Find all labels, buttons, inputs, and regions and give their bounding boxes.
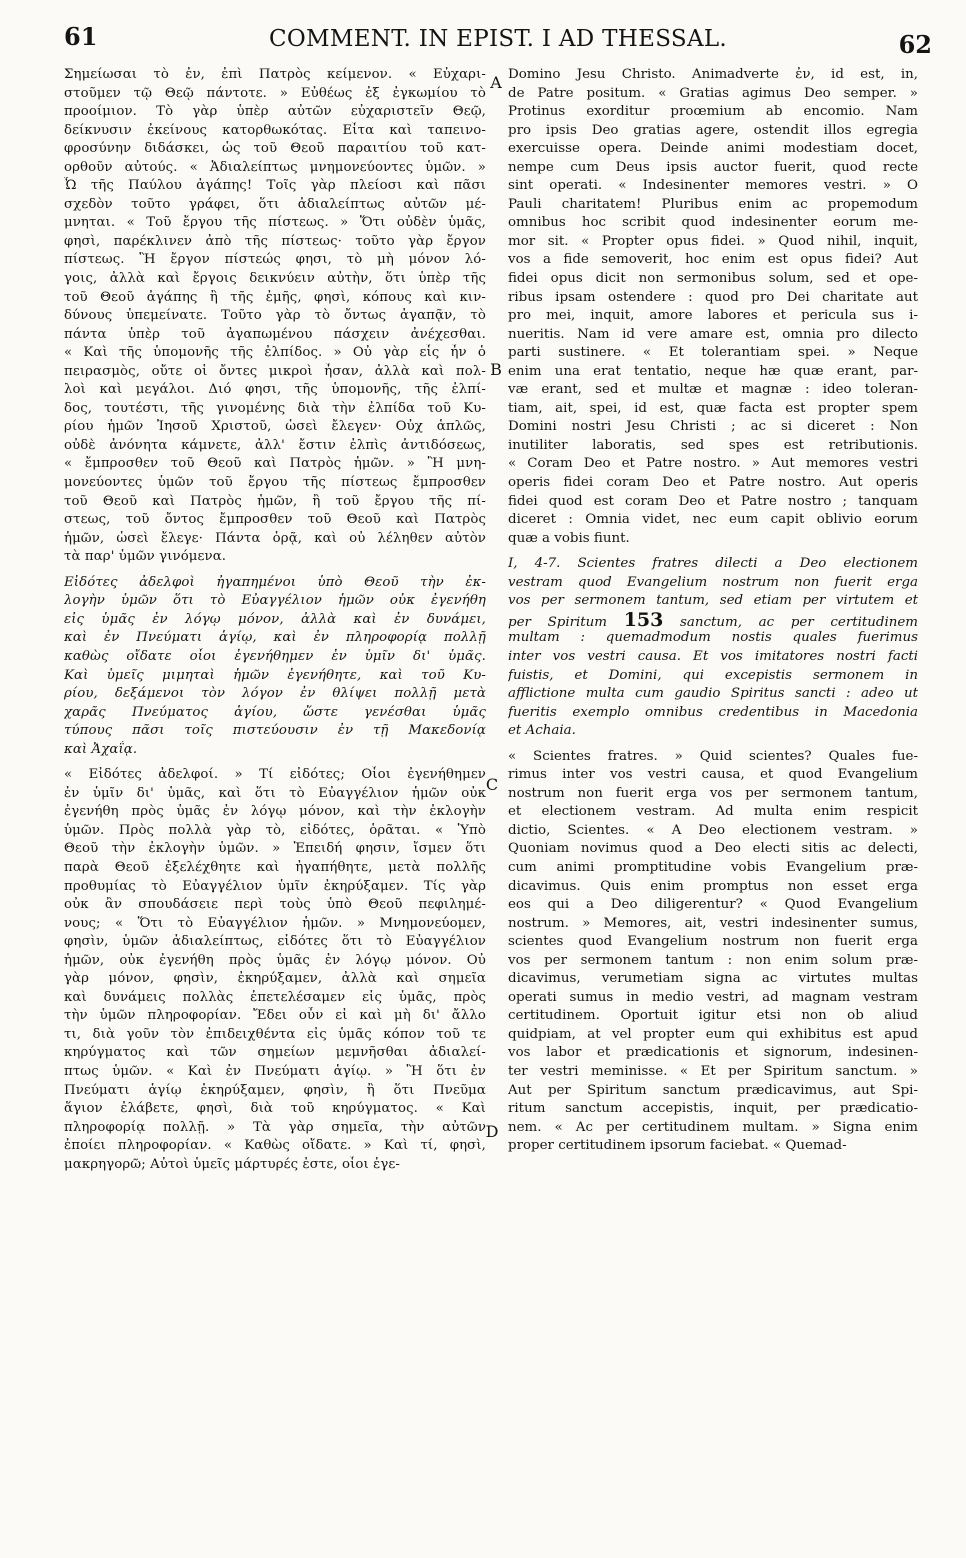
text-line: væ erant, sed et multæ et magnæ : ideo toleran-: [508, 382, 918, 398]
text-line: enim una erat tentatio, neque hæ quæ erant, par-: [508, 363, 918, 379]
text-line: et Achaia.: [508, 723, 576, 739]
text-line: fidei opus dicit non sermonibus solum, sed et ope-: [508, 271, 918, 287]
text-line: δος, τουτέστι, τῆς γινομένης διὰ τὴν ἐλπίδα τοῦ Κυ-: [64, 400, 486, 416]
text-line: exercuisse opera. Deinde animi modestiam docet,: [508, 141, 918, 157]
text-line: de Patre positum. « Gratias agimus Deo semper. »: [508, 85, 918, 101]
text-line: fueritis exemplo omnibus credentibus in Macedonia: [508, 704, 918, 720]
text-line: μνηται. « Τοῦ ἔργου τῆς πίστεως. » Ὅτι οὐδὲν ὑμᾶς,: [64, 215, 486, 231]
text-line: nostrum non fuerit erga vos per sermonem tantum,: [508, 785, 918, 801]
text-line: ribus ipsam ostendere : quod pro Dei charitate aut: [508, 289, 918, 305]
text-line: τὰ παρ' ὑμῶν γινόμενα.: [64, 549, 227, 565]
text-line: operati sumus in medio vestri, ad magnam vestram: [508, 989, 918, 1005]
text-line: Quoniam novimus quod a Deo electi sitis ac delecti,: [508, 841, 918, 857]
text-line: χαρᾶς Πνεύματος ἁγίου, ὥστε γενέσθαι ὑμᾶς: [64, 704, 486, 720]
text-line: φησὶν, ὑμῶν ἀδιαλείπτως, εἰδότες ὅτι τὸ Εὐαγγέλιον: [64, 934, 486, 950]
text-line: fuistis, et Domini, qui excepistis sermonem in: [508, 667, 918, 683]
text-line: « Καὶ τῆς ὑπομονῆς τῆς ἐλπίδος. » Οὐ γὰρ εἷς ἦν ὁ: [64, 345, 486, 361]
text-line: ρίου ἡμῶν Ἰησοῦ Χριστοῦ, ὡσεὶ ἔλεγεν· Οὐχ ἁπλῶς,: [64, 419, 486, 435]
text-line: « ἔμπροσθεν τοῦ Θεοῦ καὶ Πατρὸς ἡμῶν. » Ἢ μνη-: [64, 456, 486, 472]
text-line: eos qui a Deo diligerentur? « Quod Evangelium: [508, 897, 918, 913]
text-line: ἅγιον ἐλάβετε, φησὶ, διὰ τοῦ κηρύγματος. « Καὶ: [64, 1101, 486, 1117]
text-line: νους; « Ὅτι τὸ Εὐαγγέλιον ἡμῶν. » Μνημονεύομεν,: [64, 915, 486, 931]
text-line: καὶ Ἀχαΐᾳ.: [64, 741, 138, 757]
text-line: inutiliter laboratis, sed spes est retributionis.: [508, 437, 918, 453]
text-line: nostrum. » Memores, ait, vestri indesinenter sumus,: [508, 915, 918, 931]
text-line: λογὴν ὑμῶν ὅτι τὸ Εὐαγγέλιον ἡμῶν οὐκ ἐγενήθη: [64, 593, 486, 609]
text-line: ορθοῦν αὐτούς. « Ἀδιαλείπτως μνημονεύοντες ὑμῶν. »: [64, 159, 486, 175]
text-line: τοῦ Θεοῦ καὶ Πατρὸς ἡμῶν, ἢ τοῦ ἔργου τῆς πί-: [64, 493, 486, 509]
text-line: ἐγενήθη πρὸς ὑμᾶς ἐν λόγῳ μόνον, καὶ τὴν ἐκλογὴν: [64, 804, 486, 820]
page-header: [64, 22, 932, 62]
text-line: tiam, ait, spei, id est, quæ facta est propter spem: [508, 400, 918, 416]
text-line: ὑμῶν. Πρὸς πολλὰ γὰρ τὸ, εἰδότες, ὁρᾶται. « Ὑπὸ: [64, 822, 486, 838]
text-line: « Εἰδότες ἀδελφοί. » Τί εἰδότες; Οἷοι ἐγενήθημεν: [64, 767, 486, 783]
text-line: ρίου, δεξάμενοι τὸν λόγον ἐν θλίψει πολλῇ μετὰ: [64, 686, 486, 702]
text-line: Σημείωσαι τὸ ἐν, ἐπὶ Πατρὸς κείμενον. « Εὐχαρι-: [64, 67, 486, 82]
text-line: scientes quod Evangelium nostrum non fuerit erga: [508, 934, 918, 950]
text-line: pro ipsis Deo gratias agere, ostendit illos egregia: [508, 122, 918, 138]
text-line: καὶ ἐν Πνεύματι ἁγίῳ, καὶ ἐν πληροφορίᾳ πολλῇ: [64, 630, 486, 646]
text-line: πληροφορίᾳ πολλῇ. » Τὰ γὰρ σημεῖα, τὴν αὐτῶν: [64, 1119, 486, 1135]
text-line: λοὶ καὶ μεγάλοι. Διό φησι, τῆς ὑπομονῆς, τῆς ἐλπί-: [64, 382, 486, 398]
text-line: fidei quod est coram Deo et Patre nostro ; tanquam: [508, 493, 918, 509]
text-line: Εἰδότες ἀδελφοὶ ἠγαπημένοι ὑπὸ Θεοῦ τὴν ἐκ-: [64, 574, 486, 590]
text-line: προοίμιον. Τὸ γὰρ ὑπὲρ αὐτῶν εὐχαριστεῖν Θεῷ,: [64, 104, 486, 120]
text-line: ter vestri meminisse. « Et per Spiritum sanctum. »: [508, 1063, 918, 1079]
text-line: pro mei, inquit, amore labores et pericula sus i-: [508, 308, 918, 324]
text-line: δείκνυσιν ἐκείνους κατορθωκότας. Εἶτα καὶ ταπεινο-: [64, 122, 486, 138]
text-line: et electionem vestram. Ad multa enim respicit: [508, 804, 918, 820]
text-line: multam : quemadmodum nostis quales fuerimus: [508, 630, 918, 646]
text-line: γοις, ἀλλὰ καὶ ἔργοις δεικνύειν αὐτὴν, ὅτι ὑπὲρ τῆς: [64, 271, 486, 287]
text-line: certitudinem. Oportuit igitur etsi non ob aliud: [508, 1008, 918, 1024]
section-marker-d: D: [485, 1122, 499, 1141]
text-line: ἡμῶν, ὡσεὶ ἔλεγε· Πάντα ὁρᾷ, καὶ οὐ λέληθεν αὐτὸν: [64, 530, 486, 546]
text-line: φροσύνην διδάσκει, ὡς τοῦ Θεοῦ παραιτίου τοῦ κατ-: [64, 141, 486, 157]
text-line: ἐν ὑμῖν δι' ὑμᾶς, καὶ ὅτι τὸ Εὐαγγέλιον ἡμῶν οὐκ: [64, 785, 486, 801]
section-marker-c: C: [485, 775, 499, 794]
text-line: Domini nostri Jesu Christi ; ac si diceret : Non: [508, 419, 918, 435]
text-line: πτως ὑμῶν. « Καὶ ἐν Πνεύματι ἁγίῳ. » Ἢ ὅτι ἐν: [64, 1063, 486, 1079]
text-line: Καὶ ὑμεῖς μιμηταὶ ἡμῶν ἐγενήθητε, καὶ τοῦ Κυ-: [64, 667, 486, 683]
text-line: στεως, τοῦ ὄντος ἔμπροσθεν τοῦ Θεοῦ καὶ Πατρὸς: [64, 512, 486, 528]
text-line: sint operati. « Indesinenter memores vestri. » O: [508, 178, 918, 194]
text-line: πάντα ὑπὲρ τοῦ ἀγαπωμένου πάσχειν ἀνέχεσθαι.: [64, 326, 486, 342]
text-line: nem. « Ac per certitudinem multam. » Signa enim: [508, 1119, 918, 1135]
text-line: τὴν ὑμῶν πληροφορίαν. Ἔδει οὖν εἰ καὶ μὴ δι' ἄλλο: [64, 1008, 486, 1024]
text-line: κηρύγματος καὶ τῶν σημείων μεμνῆσθαι ἀδιαλεί-: [64, 1045, 486, 1061]
text-line: γὰρ μόνον, φησὶν, ἐκηρύξαμεν, ἀλλὰ καὶ σημεῖα: [64, 971, 486, 987]
text-line: τι, διὰ γοῦν τὸν ἐπιδειχθέντα εἰς ὑμᾶς κόπον τοῦ τε: [64, 1026, 486, 1042]
text-line: ἐποίει πληροφορίαν. « Καθὼς οἴδατε. » Καὶ τί, φησὶ,: [64, 1138, 486, 1154]
text-line: προθυμίας τὸ Εὐαγγέλιον ὑμῖν ἐκηρύξαμεν. Τίς γὰρ: [64, 878, 486, 894]
text-line: vos a fide semoverit, hoc enim est opus fidei? Aut: [508, 252, 918, 268]
greek-scripture-text: [64, 574, 486, 759]
text-line: Πνεύματι ἁγίῳ ἐκηρύξαμεν, φησὶν, ἢ ὅτι Πνεῦμα: [64, 1082, 486, 1098]
text-line: proper certitudinem ipsorum faciebat. « Quemad-: [508, 1138, 847, 1154]
text-line: Domino Jesu Christo. Animadverte ἐν, id est, in,: [508, 67, 918, 82]
text-segment: sanctum, ac per certitudinem: [680, 614, 918, 630]
text-line: τοῦ Θεοῦ ἀγάπης ἢ τῆς ἐμῆς, φησὶ, κόπους καὶ κιν-: [64, 289, 486, 305]
running-head: COMMENT. IN EPIST. I AD THESSAL.: [268, 26, 728, 52]
greek-column: [64, 66, 486, 1174]
text-line: πειρασμὸς, οὔτε οἱ ὄντες μικροὶ ἦσαν, ἀλλὰ καὶ πολ-: [64, 363, 486, 379]
text-line: σχεδὸν τοῦτο γράφει, ὅτι ἀδιαλείπτως αὐτῶν μέ-: [64, 196, 486, 212]
text-line: ἡμῶν, οὐκ ἐγενήθη πρὸς ὑμᾶς ἐν λόγῳ μόνον. Οὐ: [64, 952, 486, 968]
text-line: Protinus exorditur proœmium ab encomio. Nam: [508, 104, 918, 120]
text-line: Θεοῦ τὴν ἐκλογὴν ὑμῶν. » Ἐπειδή φησιν, ἴσμεν ὅτι: [64, 841, 486, 857]
column-number: 153: [623, 610, 664, 630]
text-line: rimus inter vos vestri causa, et quod Evangelium: [508, 767, 918, 783]
text-line: nempe cum Deus ipsis auctor fuerit, quod recte: [508, 159, 918, 175]
text-line: Ὦ τῆς Παύλου ἀγάπης! Τοῖς γὰρ πλείοσι καὶ πᾶσι: [64, 178, 486, 194]
text-line: vos labor et prædicationis et signorum, indesinen-: [508, 1045, 918, 1061]
text-line: δύνους ὑπεμείνατε. Τοῦτο γὰρ τὸ ὄντως ἀγαπᾷν, τὸ: [64, 308, 486, 324]
text-line: καθὼς οἴδατε οἷοι ἐγενήθημεν ἐν ὑμῖν δι' ὑμᾶς.: [64, 648, 486, 664]
text-line: afflictione multa cum gaudio Spiritus sancti : adeo ut: [508, 686, 918, 702]
text-line: diceret : Omnia videt, nec eum capit oblivio eorum: [508, 512, 918, 528]
text-line: I, 4-7. Scientes fratres dilecti a Deo electionem: [508, 556, 918, 572]
greek-commentary-2: [64, 766, 486, 1174]
text-line: ritum sanctum accepistis, inquit, per prædicatio-: [508, 1101, 918, 1117]
text-line: οὐκ ἂν σπουδάσειε περὶ τοὺς ὑπὸ Θεοῦ πεφιλημέ-: [64, 897, 486, 913]
text-line: vestram quod Evangelium nostrum non fuerit erga: [508, 574, 918, 590]
text-segment: per Spiritum: [508, 614, 607, 630]
text-line: στοῦμεν τῷ Θεῷ πάντοτε. » Εὐθέως ἐξ ἐγκωμίου τὸ: [64, 85, 486, 101]
text-line: nueritis. Nam id vere amare est, omnia pro dilecto: [508, 326, 918, 342]
text-line: μονεύοντες ὑμῶν τοῦ ἔργου τῆς πίστεως ἔμπροσθεν: [64, 475, 486, 491]
text-line: quidpiam, at vel propter eum qui exhibitus est apud: [508, 1026, 918, 1042]
text-line: operis fidei coram Deo et Patre nostro. Aut operis: [508, 475, 918, 491]
text-line: μακρηγορῶ; Αὐτοὶ ὑμεῖς μάρτυρές ἐστε, οἷοι ἐγε-: [64, 1156, 401, 1172]
text-line: τύπους πᾶσι τοῖς πιστεύουσιν ἐν τῇ Μακεδονίᾳ: [64, 723, 486, 739]
text-line: πίστεως. Ἢ ἔργον πίστεώς φησι, τὸ μὴ μόνον λό-: [64, 252, 486, 268]
text-line: vos per sermonem tantum : non enim solum præ-: [508, 952, 918, 968]
text-line: « Scientes fratres. » Quid scientes? Quales fue-: [508, 748, 918, 764]
text-line: dicavimus, verumetiam signa ac virtutes multas: [508, 971, 918, 987]
section-marker-a: A: [490, 73, 502, 92]
greek-commentary-1: [64, 66, 486, 567]
text-line: Aut per Spiritum sanctum prædicavimus, aut Spi-: [508, 1082, 918, 1098]
section-marker-b: B: [490, 360, 502, 379]
page-number-left: 61: [64, 22, 98, 51]
latin-column: [508, 66, 918, 1156]
text-line: παρὰ Θεοῦ ἐξελέχθητε καὶ ἠγαπήθητε, μετὰ πολλῆς: [64, 859, 486, 875]
latin-commentary-1: [508, 66, 918, 548]
text-line: omnibus hoc scribit quod indesinenter eorum me-: [508, 215, 918, 231]
text-line: mor sit. « Propter opus fidei. » Quod nihil, inquit,: [508, 233, 918, 249]
text-line: quæ a vobis fiunt.: [508, 530, 630, 546]
text-line: parti sustinere. « Et tolerantiam spei. » Neque: [508, 345, 918, 361]
text-line: Pauli charitatem! Pluribus enim ac propemodum: [508, 196, 918, 212]
text-line: vos per sermonem tantum, sed etiam per virtutem et: [508, 593, 918, 609]
text-line: dictio, Scientes. « A Deo electionem vestram. »: [508, 822, 918, 838]
text-line: « Coram Deo et Patre nostro. » Aut memores vestri: [508, 456, 918, 472]
text-line: εἰς ὑμᾶς ἐν λόγῳ μόνον, ἀλλὰ καὶ ἐν δυνάμει,: [64, 611, 486, 627]
text-line: inter vos vestri causa. Et vos imitatores nostri facti: [508, 648, 918, 664]
page-number-right: 62: [898, 30, 932, 59]
latin-scripture-text: [508, 555, 918, 740]
text-line: φησὶ, παρέκλινεν ἀπὸ τῆς πίστεως· τοῦτο γὰρ ἔργον: [64, 233, 486, 249]
text-line: καὶ δυνάμεις πολλὰς ἐπετελέσαμεν εἰς ὑμᾶς, πρὸς: [64, 989, 486, 1005]
text-line: [508, 611, 918, 630]
text-line: cum animi promptitudine vobis Evangelium præ-: [508, 859, 918, 875]
text-line: dicavimus. Quis enim promptus non esset erga: [508, 878, 918, 894]
latin-commentary-2: [508, 748, 918, 1156]
text-line: οὐδὲ ἀνόνητα κάμνετε, ἀλλ' ἔστιν ἐλπὶς ἀντιδόσεως,: [64, 437, 486, 453]
